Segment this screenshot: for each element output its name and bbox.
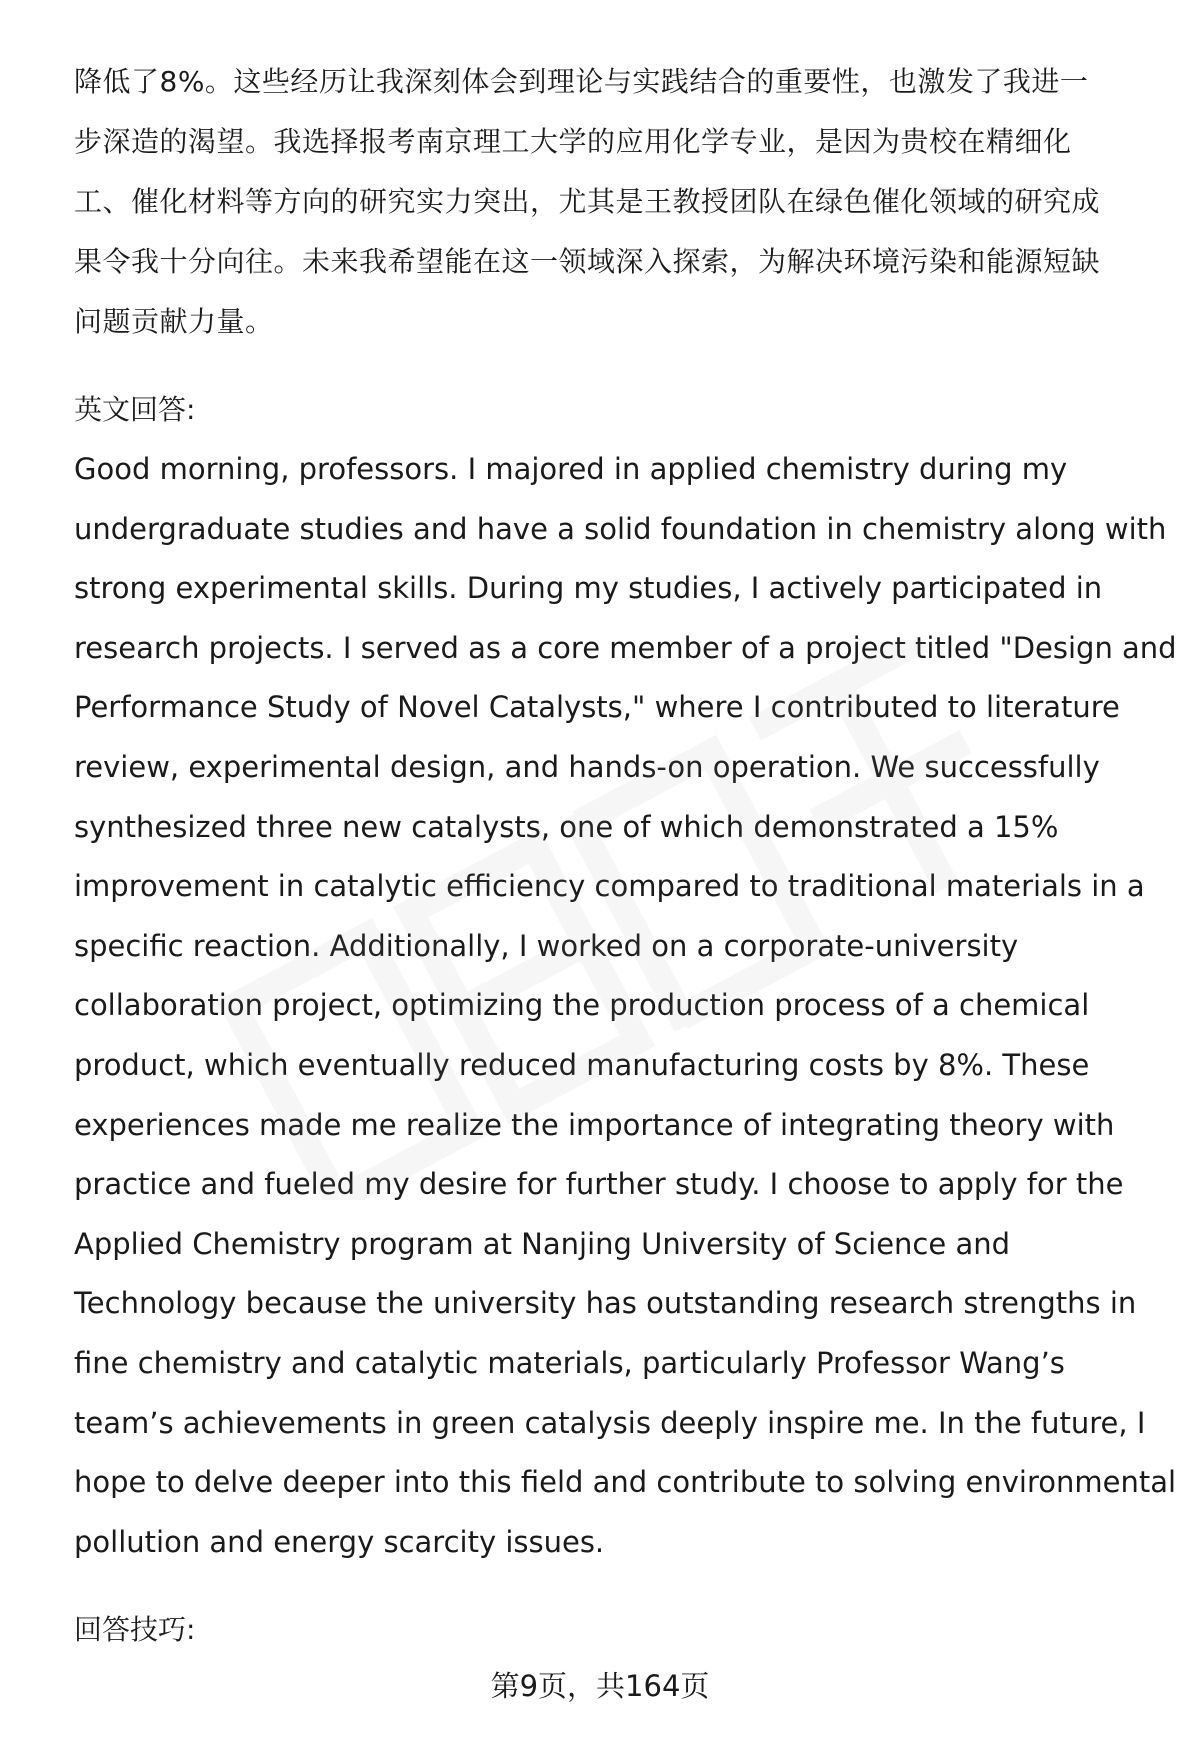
paragraph-line: strong experimental skills. During my studies, I actively participated in [74, 571, 1103, 606]
english-answer-paragraph [74, 440, 1177, 1572]
paragraph-line: specific reaction. Additionally, I worked on a corporate-university [74, 928, 1019, 963]
paragraph-line: team’s achievements in green catalysis deeply inspire me. In the future, I [74, 1405, 1146, 1440]
paragraph-line: review, experimental design, and hands-on operation. We successfully [74, 749, 1100, 784]
paragraph-line: 果令我十分向往。未来我希望能在这一领域深入探索，为解决环境污染和能源短缺 [74, 245, 1101, 278]
paragraph-line: fine chemistry and catalytic materials, particularly Professor Wang’s [74, 1345, 1065, 1380]
paragraph-line: 工、催化材料等方向的研究实力突出，尤其是王教授团队在绿色催化领域的研究成 [74, 185, 1101, 218]
paragraph-line: Technology because the university has outstanding research strengths in [74, 1286, 1137, 1321]
answer-tips-heading: 回答技巧: [74, 1613, 196, 1647]
paragraph-line: hope to delve deeper into this field and contribute to solving environmental [74, 1465, 1177, 1500]
paragraph-line: product, which eventually reduced manufacturing costs by 8%. These [74, 1047, 1090, 1082]
paragraph-line: undergraduate studies and have a solid foundation in chemistry along with [74, 511, 1167, 546]
page-number-footer: 第9页，共164页 [490, 1669, 710, 1703]
chinese-answer-paragraph [74, 52, 1164, 352]
paragraph-line: 步深造的渴望。我选择报考南京理工大学的应用化学专业，是因为贵校在精细化 [74, 125, 1072, 158]
paragraph-line: synthesized three new catalysts, one of which demonstrated a 15% [74, 809, 1059, 844]
paragraph-line: Good morning, professors. I majored in applied chemistry during my [74, 452, 1068, 486]
paragraph-line: Performance Study of Novel Catalysts," where I contributed to literature [74, 690, 1120, 725]
paragraph-line: 降低了8%。这些经历让我深刻体会到理论与实践结合的重要性，也激发了我进一 [74, 65, 1089, 98]
paragraph-line: experiences made me realize the importance of integrating theory with [74, 1107, 1115, 1142]
paragraph-line: collaboration project, optimizing the production process of a chemical [74, 988, 1090, 1023]
document-page [74, 52, 1177, 1660]
paragraph-line: 问题贡献力量。 [74, 305, 274, 338]
paragraph-line: pollution and energy scarcity issues. [74, 1524, 605, 1559]
paragraph-line: practice and fueled my desire for further study. I choose to apply for the [74, 1167, 1124, 1202]
paragraph-line: research projects. I served as a core member of a project titled "Design and [74, 630, 1177, 665]
paragraph-line: Applied Chemistry program at Nanjing University of Science and [74, 1226, 1011, 1261]
english-answer-heading: 英文回答: [74, 393, 196, 426]
paragraph-line: improvement in catalytic efficiency compared to traditional materials in a [74, 869, 1145, 904]
